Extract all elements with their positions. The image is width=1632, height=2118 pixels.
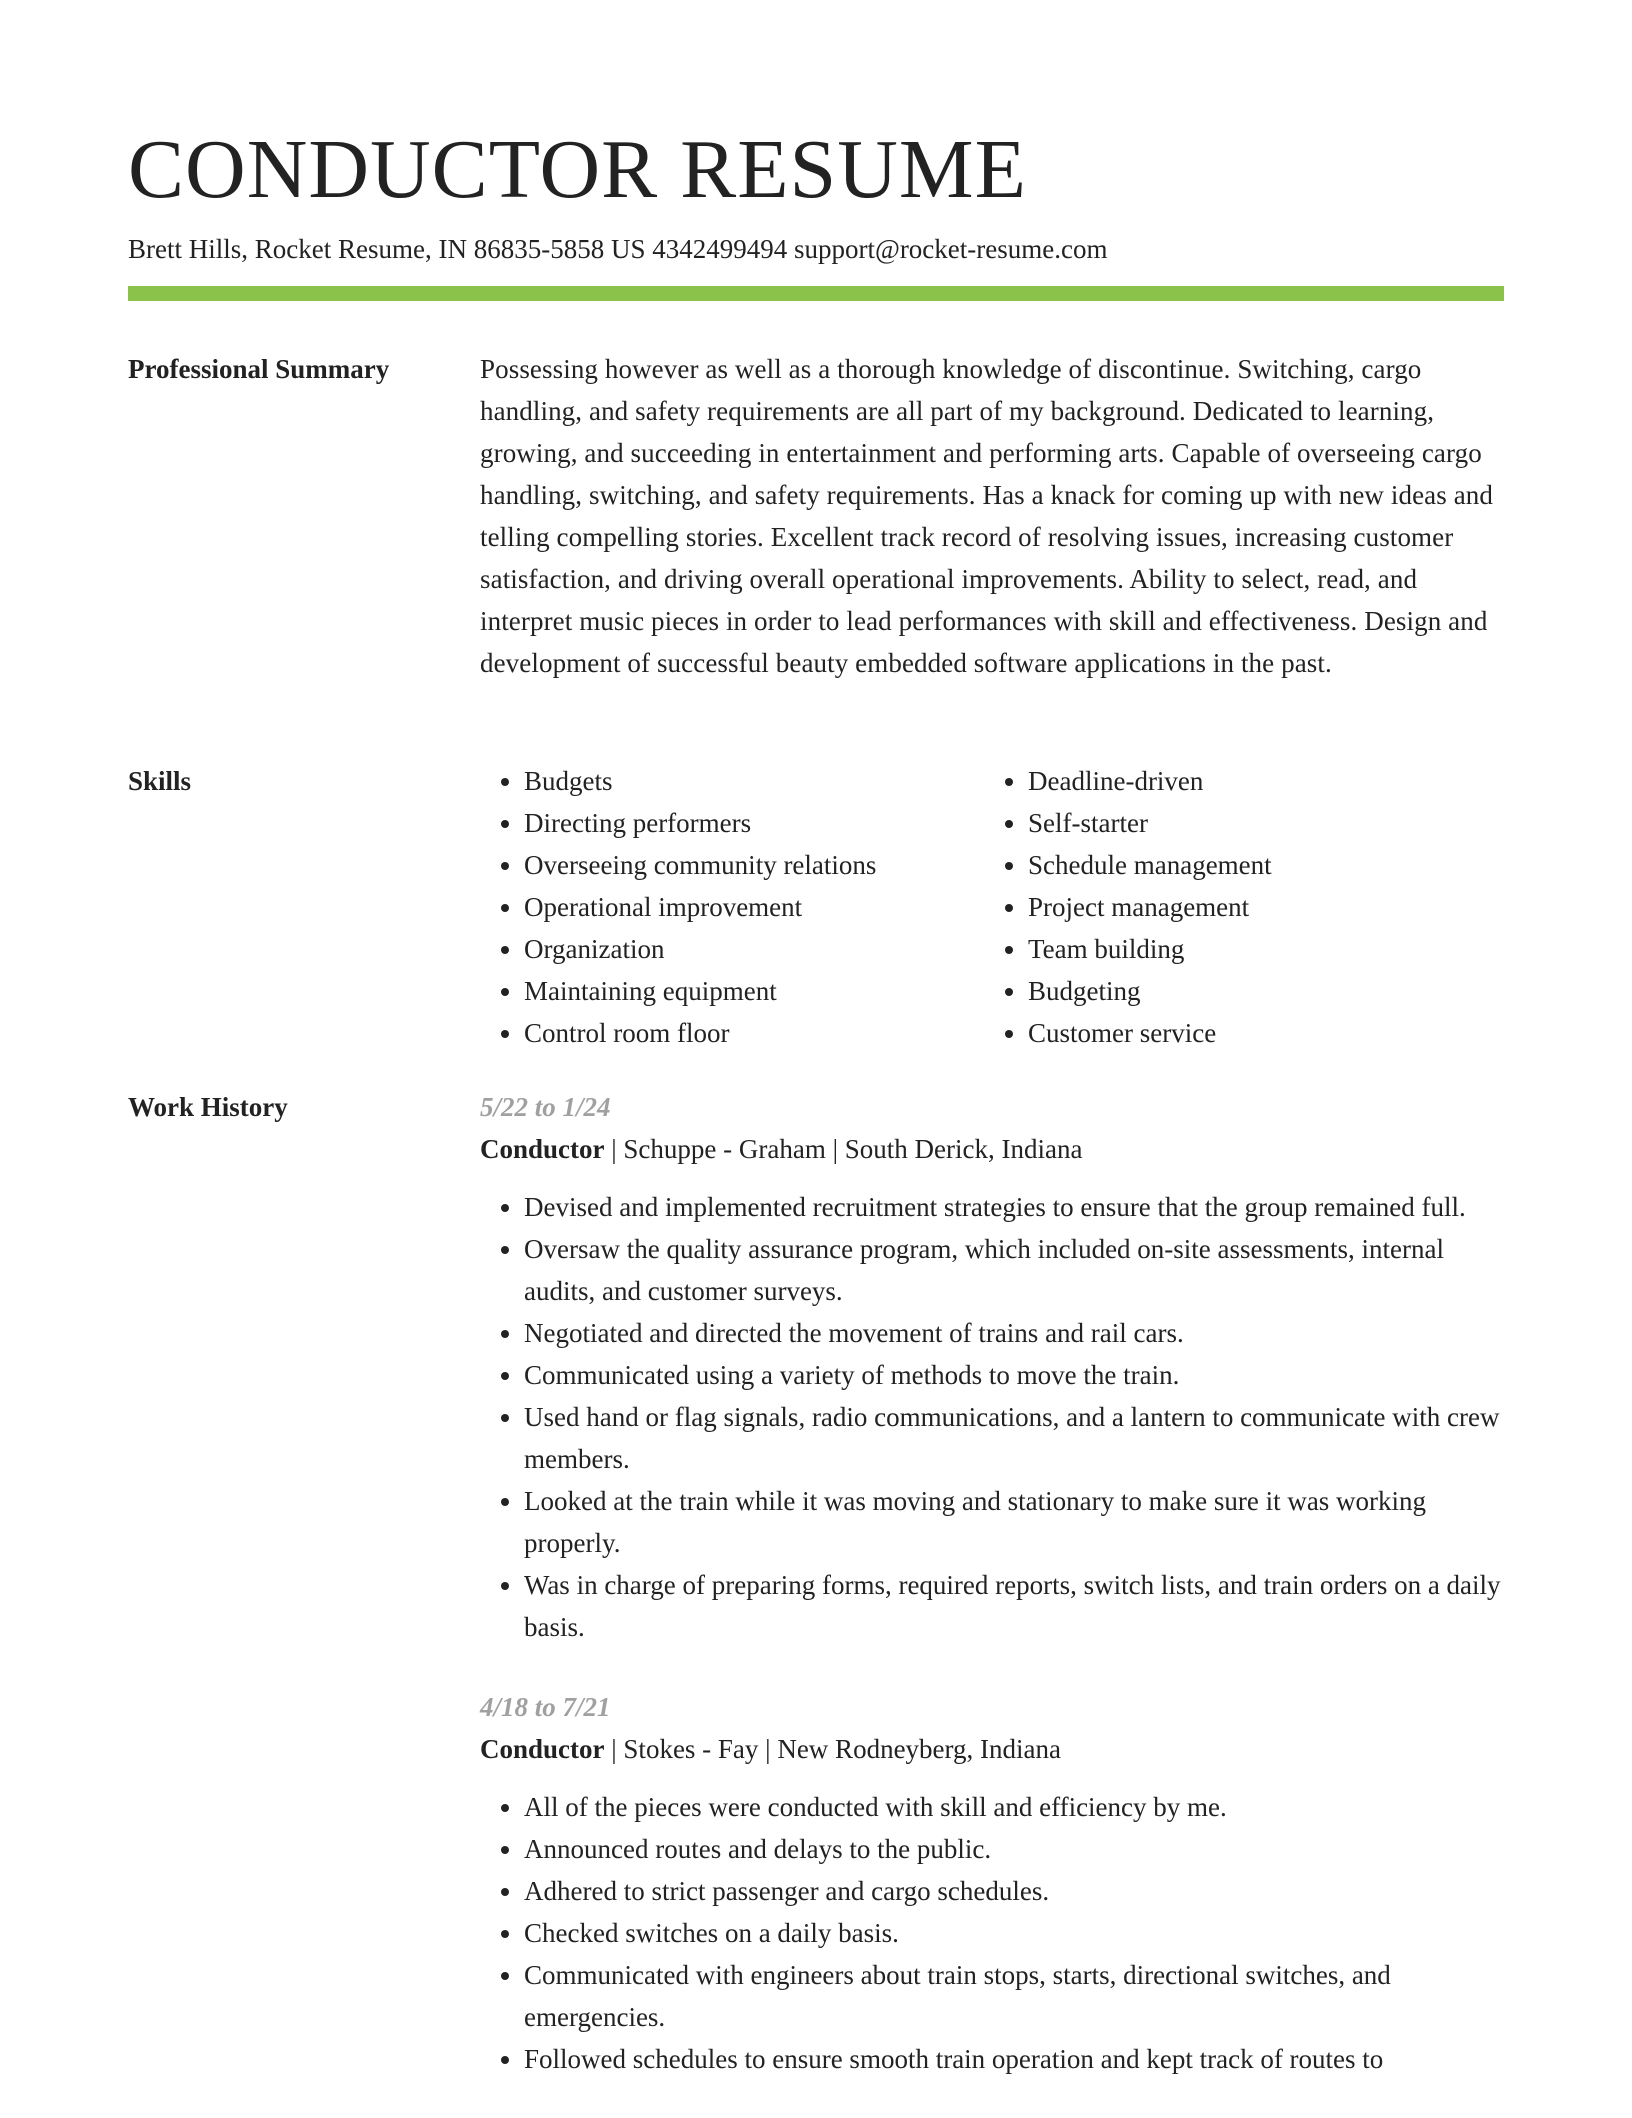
job-details: | Stokes - Fay | New Rodneyberg, Indiana (604, 1734, 1061, 1764)
skills-label: Skills (128, 766, 192, 796)
job-entry (480, 1686, 1504, 2080)
job-bullet: • Followed schedules to ensure smooth train operation and kept track of routes to (524, 2038, 1504, 2080)
job-bullet: • Used hand or flag signals, radio communications, and a lantern to communicate with crew members. (524, 1396, 1504, 1480)
job-dates: 5/22 to 1/24 (480, 1092, 611, 1122)
skill-item: • Customer service (1028, 1012, 1488, 1054)
skill-item: • Maintaining equipment (524, 970, 984, 1012)
job-bullet: • All of the pieces were conducted with skill and efficiency by me. (524, 1786, 1504, 1828)
summary-label: Professional Summary (128, 354, 390, 384)
skill-item: • Budgeting (1028, 970, 1488, 1012)
resume-title: CONDUCTOR RESUME (128, 123, 1027, 216)
job-bullet: • Communicated using a variety of methods to move the train. (524, 1354, 1504, 1396)
skill-item: • Self-starter (1028, 802, 1488, 844)
skill-item: • Schedule management (1028, 844, 1488, 886)
skills-columns (480, 760, 1504, 1054)
job-details: | Schuppe - Graham | South Derick, Indiana (604, 1134, 1083, 1164)
job-header (480, 1128, 1504, 1170)
skill-item: • Deadline-driven (1028, 760, 1488, 802)
skill-item: • Operational improvement (524, 886, 984, 928)
header-divider (128, 286, 1504, 301)
job-title: Conductor (480, 1734, 605, 1764)
job-bullet: • Negotiated and directed the movement of trains and rail cars. (524, 1312, 1504, 1354)
skill-item: • Budgets (524, 760, 984, 802)
job-bullet-list (480, 1786, 1504, 2080)
job-bullet: • Checked switches on a daily basis. (524, 1912, 1504, 1954)
job-bullet: • Communicated with engineers about train stops, starts, directional switches, and emergencies. (524, 1954, 1504, 2038)
job-bullet: • Was in charge of preparing forms, required reports, switch lists, and train orders on a daily basis. (524, 1564, 1504, 1648)
summary-text: Possessing however as well as a thorough knowledge of discontinue. Switching, cargo handling, and safety requirements are all part of my background. Dedicated to learning, growing, and succeeding in entertainment and performing arts. Capable of overseeing cargo handling, switching, and safety requirements. Has a knack for coming up with new ideas and telling compelling stories. Excellent track record of resolving issues, increasing customer satisfaction, and driving overall operational improvements. Ability to select, read, and interpret music pieces in order to lead performances with skill and effectiveness. Design and development of successful beauty embedded software applications in the past. (480, 354, 1493, 678)
skill-item: • Overseeing community relations (524, 844, 984, 886)
job-dates: 4/18 to 7/21 (480, 1692, 611, 1722)
skills-list-right (984, 760, 1488, 1054)
job-bullet: • Devised and implemented recruitment strategies to ensure that the group remained full. (524, 1186, 1504, 1228)
job-header (480, 1728, 1504, 1770)
job-bullet: • Announced routes and delays to the public. (524, 1828, 1504, 1870)
contact-line: Brett Hills, Rocket Resume, IN 86835-5858 US 4342499494 support@rocket-resume.com (128, 234, 1108, 264)
skill-item: • Project management (1028, 886, 1488, 928)
job-title: Conductor (480, 1134, 605, 1164)
job-entry (480, 1086, 1504, 1648)
job-bullet-list (480, 1186, 1504, 1648)
work-history-label: Work History (128, 1092, 288, 1122)
skills-list-left (480, 760, 984, 1054)
job-bullet: • Looked at the train while it was moving and stationary to make sure it was working properly. (524, 1480, 1504, 1564)
skill-item: • Organization (524, 928, 984, 970)
skill-item: • Directing performers (524, 802, 984, 844)
skill-item: • Control room floor (524, 1012, 984, 1054)
job-bullet: • Oversaw the quality assurance program, which included on-site assessments, internal audits, and customer surveys. (524, 1228, 1504, 1312)
job-bullet: • Adhered to strict passenger and cargo schedules. (524, 1870, 1504, 1912)
skill-item: • Team building (1028, 928, 1488, 970)
